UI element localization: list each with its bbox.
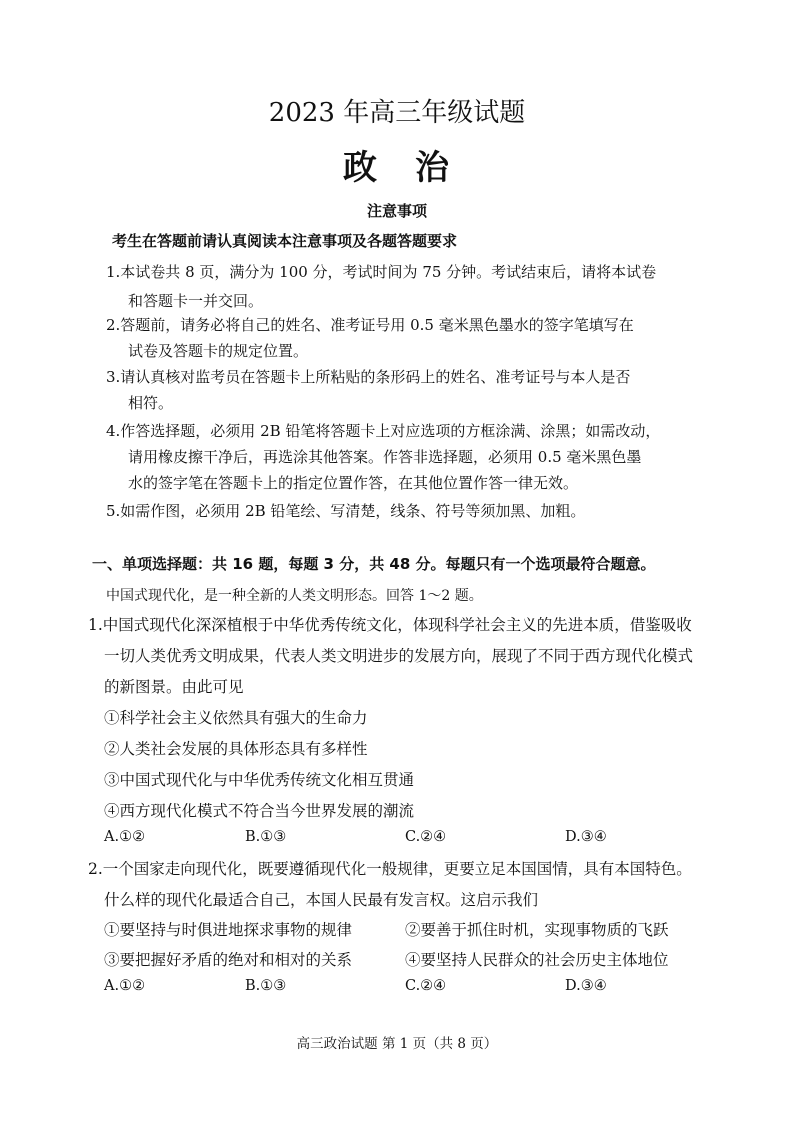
notice-line: 水的签字笔在答题卡上的指定位置作答，在其他位置作答一律无效。 bbox=[128, 474, 579, 492]
question-1-item: ③中国式现代化与中华优秀传统文化相互贯通 bbox=[104, 771, 415, 789]
question-1-line: 的新图景。由此可见 bbox=[104, 678, 244, 696]
choice-d[interactable]: D.③④ bbox=[565, 978, 607, 994]
subject-title: 政 治 bbox=[343, 148, 451, 188]
notice-line: 3.请认真核对监考员在答题卡上所粘贴的条形码上的姓名、准考证号与本人是否 bbox=[106, 368, 631, 386]
notice-line: 5.如需作图，必须用 2B 铅笔绘、写清楚，线条、符号等须加黑、加粗。 bbox=[106, 502, 586, 520]
choice-b[interactable]: B.①③ bbox=[245, 978, 287, 994]
choice-c[interactable]: C.②④ bbox=[405, 978, 447, 994]
choice-c[interactable]: C.②④ bbox=[405, 829, 447, 845]
notice-line: 4.作答选择题，必须用 2B 铅笔将答题卡上对应选项的方框涂满、涂黑；如需改动， bbox=[106, 422, 661, 440]
question-1-choices bbox=[0, 829, 794, 851]
question-2-item: ①要坚持与时俱进地探求事物的规律 bbox=[104, 921, 353, 939]
choice-b[interactable]: B.①③ bbox=[245, 829, 287, 845]
question-1-line: 一切人类优秀文明成果，代表人类文明进步的发展方向，展现了不同于西方现代化模式 bbox=[104, 647, 694, 665]
section-heading: 一、单项选择题：共 16 题，每题 3 分，共 48 分。每题只有一个选项最符合题意。 bbox=[92, 555, 656, 573]
exam-title: 2023 年高三年级试题 bbox=[268, 98, 526, 128]
question-2-choices bbox=[0, 978, 794, 1000]
notice-line: 1.本试卷共 8 页，满分为 100 分，考试时间为 75 分钟。考试结束后，请将本试卷 bbox=[106, 263, 657, 281]
notice-line: 相符。 bbox=[128, 394, 174, 412]
notice-line: 请用橡皮擦干净后，再选涂其他答案。作答非选择题，必须用 0.5 毫米黑色墨 bbox=[128, 448, 642, 466]
question-1-item: ④西方现代化模式不符合当今世界发展的潮流 bbox=[104, 802, 415, 820]
question-2-item: ④要坚持人民群众的社会历史主体地位 bbox=[405, 951, 669, 969]
choice-a[interactable]: A.①② bbox=[104, 978, 146, 994]
notice-line: 2.答题前，请务必将自己的姓名、准考证号用 0.5 毫米黑色墨水的签字笔填写在 bbox=[106, 316, 634, 334]
question-1-item: ②人类社会发展的具体形态具有多样性 bbox=[104, 740, 368, 758]
choice-a[interactable]: A.①② bbox=[104, 829, 146, 845]
notice-intro: 考生在答题前请认真阅读本注意事项及各题答题要求 bbox=[112, 232, 458, 250]
question-2-item: ③要把握好矛盾的绝对和相对的关系 bbox=[104, 951, 353, 969]
question-2-line: 什么样的现代化最适合自己，本国人民最有发言权。这启示我们 bbox=[104, 891, 539, 909]
notice-heading: 注意事项 bbox=[366, 202, 427, 220]
choice-d[interactable]: D.③④ bbox=[565, 829, 607, 845]
notice-line: 试卷及答题卡的规定位置。 bbox=[128, 342, 309, 360]
notice-line: 和答题卡一并交回。 bbox=[128, 292, 264, 310]
question-2-item: ②要善于抓住时机，实现事物质的飞跃 bbox=[405, 921, 669, 939]
question-1-line: 1.中国式现代化深深植根于中华优秀传统文化，体现科学社会主义的先进本质，借鉴吸收 bbox=[88, 616, 692, 634]
page-footer: 高三政治试题 第 1 页（共 8 页） bbox=[296, 1036, 498, 1052]
question-1-item: ①科学社会主义依然具有强大的生命力 bbox=[104, 709, 368, 727]
stem-intro: 中国式现代化，是一种全新的人类文明形态。回答 1～2 题。 bbox=[106, 588, 483, 604]
question-2-line: 2.一个国家走向现代化，既要遵循现代化一般规律，更要立足本国国情，具有本国特色。 bbox=[88, 860, 692, 878]
